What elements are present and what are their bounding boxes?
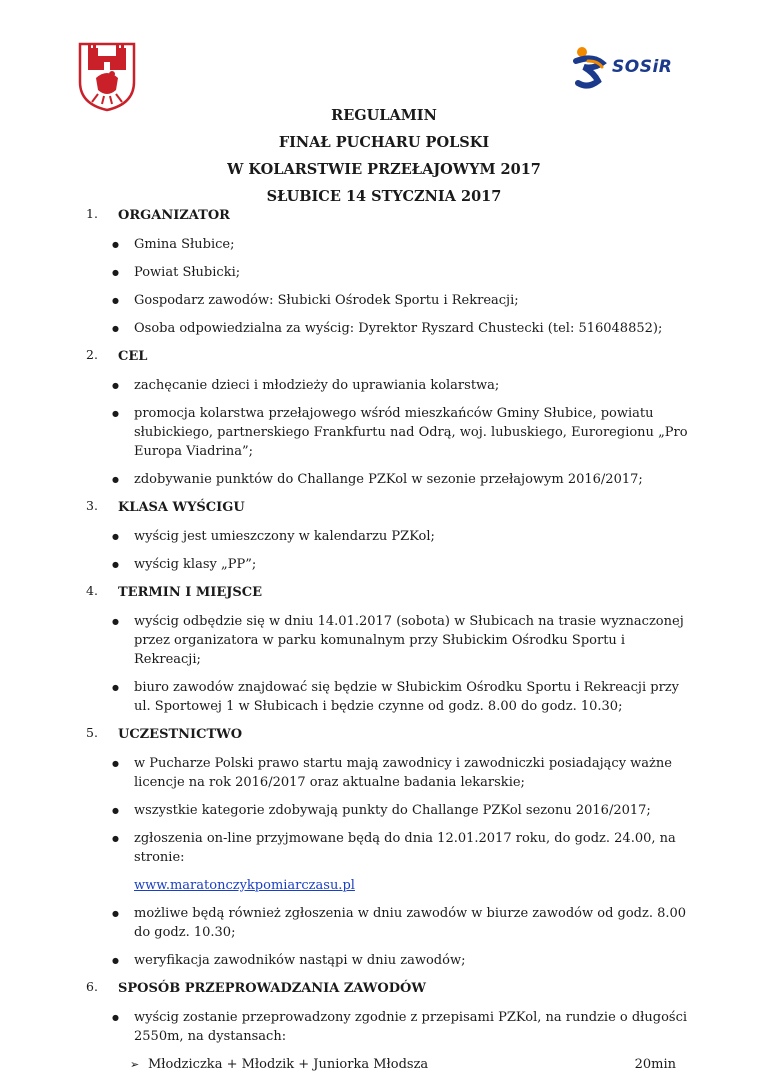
- list-item: ● Osoba odpowiedzialna za wyścig: Dyrektor Ryszard Chustecki (tel: 516048852);: [86, 319, 696, 338]
- section-title: UCZESTNICTWO: [118, 727, 243, 742]
- section-goal: [86, 347, 696, 367]
- logo-text: SOSiR: [612, 57, 673, 77]
- list-item: ● wyścig odbędzie się w dniu 14.01.2017 (sobota) w Słubicach na trasie wyznaczonej przez organizatora w parku komunalnym przy Słubickim Ośrodku Sportu i Rekreacji;: [86, 612, 696, 669]
- arrow-icon: ➢: [130, 1058, 140, 1071]
- list-item: ● weryfikacja zawodników nastąpi w dniu zawodów;: [86, 951, 696, 970]
- section-title: TERMIN I MIEJSCE: [118, 585, 263, 600]
- list-item: ● zdobywanie punktów do Challange PZKol w sezonie przełajowym 2016/2017;: [86, 470, 696, 489]
- organizer-list: [86, 235, 696, 338]
- list-item: ● promocja kolarstwa przełajowego wśród mieszkańców Gminy Słubice, powiatu słubickiego, partnerskiego Frankfurtu nad Odrą, woj. lubuskiego, Euroregionu „Pro Europa Viadrina”;: [86, 404, 696, 461]
- list-item: ● możliwe będą również zgłoszenia w dniu zawodów w biurze zawodów od godz. 8.00 do godz. 10.30;: [86, 904, 696, 942]
- participation-list-b: [86, 904, 696, 970]
- title-line: W KOLARSTWIE PRZEŁAJOWYM 2017: [227, 161, 541, 178]
- list-item: ● wyścig klasy „PP”;: [86, 555, 696, 574]
- section-number: 5.: [86, 725, 98, 740]
- list-item: ● wyścig zostanie przeprowadzony zgodnie z przepisami PZKol, na rundzie o długości 2550m, na dystansach:: [86, 1008, 696, 1046]
- title-line: REGULAMIN: [331, 107, 437, 124]
- section-number: 1.: [86, 206, 98, 221]
- list-item: ● Gospodarz zawodów: Słubicki Ośrodek Sportu i Rekreacji;: [86, 291, 696, 310]
- participation-list-a: [86, 754, 696, 867]
- distance-row: [86, 1055, 696, 1074]
- date-place-list: [86, 612, 696, 716]
- section-number: 2.: [86, 347, 98, 362]
- list-item: ● w Pucharze Polski prawo startu mają zawodnicy i zawodniczki posiadający ważne licencje na rok 2016/2017 oraz aktualne badania lekarskie;: [86, 754, 696, 792]
- race-class-list: [86, 527, 696, 574]
- race-duration: 20min: [634, 1057, 676, 1072]
- section-race-class: [86, 498, 696, 518]
- section-participation: [86, 725, 696, 745]
- sosir-figure-icon: [572, 45, 608, 89]
- list-item: ● Gmina Słubice;: [86, 235, 696, 254]
- list-item: ● zachęcanie dzieci i młodzieży do uprawiania kolarstwa;: [86, 376, 696, 395]
- goal-list: [86, 376, 696, 489]
- section-organizer: [86, 206, 696, 226]
- section-title: CEL: [118, 349, 148, 364]
- title-line: FINAŁ PUCHARU POLSKI: [278, 134, 490, 151]
- list-item: ● zgłoszenia on-line przyjmowane będą do dnia 12.01.2017 roku, do godz. 24.00, na stronie:: [86, 829, 696, 867]
- slubice-coat-of-arms-icon: [76, 38, 138, 112]
- sosir-logo: [572, 44, 692, 90]
- section-number: 3.: [86, 498, 98, 513]
- regulation-body: [86, 206, 696, 1074]
- section-number: 6.: [86, 979, 98, 994]
- section-date-place: [86, 583, 696, 603]
- section-title: SPOSÓB PRZEPROWADZANIA ZAWODÓW: [118, 981, 426, 996]
- document-title: [0, 102, 768, 210]
- list-item: ● wyścig jest umieszczony w kalendarzu PZKol;: [86, 527, 696, 546]
- competition-method-list: [86, 1008, 696, 1046]
- section-title: ORGANIZATOR: [118, 208, 230, 223]
- section-competition-method: [86, 979, 696, 999]
- section-title: KLASA WYŚCIGU: [118, 500, 245, 515]
- registration-link[interactable]: www.maratonczykpomiarczasu.pl: [134, 878, 355, 893]
- category-label: Młodziczka + Młodzik + Juniorka Młodsza: [148, 1057, 429, 1072]
- list-item: ● biuro zawodów znajdować się będzie w Słubickim Ośrodku Sportu i Rekreacji przy ul. Sportowej 1 w Słubicach i będzie czynne od godz. 8.00 do godz. 10.30;: [86, 678, 696, 716]
- list-item: ● Powiat Słubicki;: [86, 263, 696, 282]
- section-number: 4.: [86, 583, 98, 598]
- title-line: SŁUBICE 14 STYCZNIA 2017: [266, 188, 502, 205]
- list-item: ● wszystkie kategorie zdobywają punkty do Challange PZKol sezonu 2016/2017;: [86, 801, 696, 820]
